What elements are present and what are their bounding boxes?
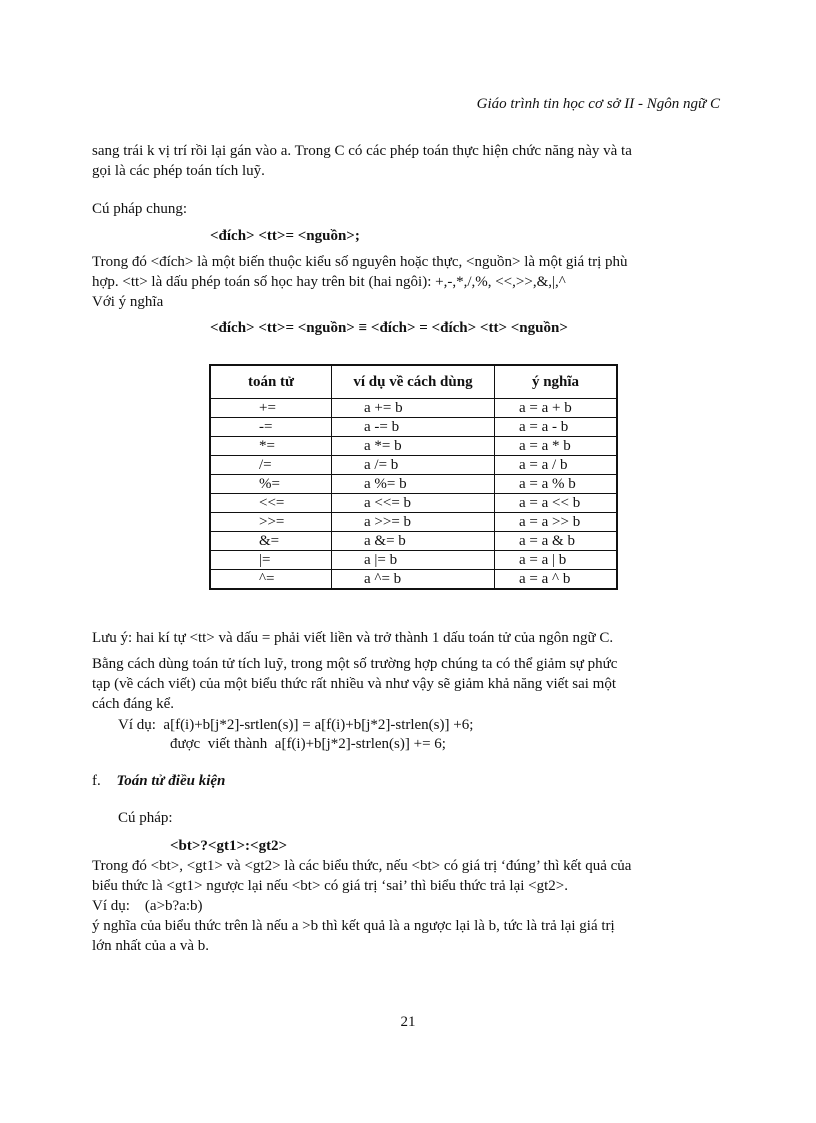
conditional-line-1: Trong đó <bt>, <gt1> và <gt2> là các biểu thức, nếu <bt> có giá trị ‘đúng’ thì kết quả của: [92, 858, 632, 874]
section-marker: f.: [92, 773, 101, 789]
meaning-cell: a = a - b: [495, 418, 618, 437]
example-cell: a <<= b: [332, 494, 495, 513]
equivalence-formula: <đích> <tt>= <nguồn> ≡ <đích> = <đích> <tt> <nguồn>: [210, 320, 568, 336]
table-row: [210, 437, 617, 456]
intro-line-1: sang trái k vị trí rồi lại gán vào a. Trong C có các phép toán thực hiện chức năng này và ta: [92, 143, 632, 159]
meaning-cell: a = a % b: [495, 475, 618, 494]
table-row: [210, 456, 617, 475]
table-row: [210, 494, 617, 513]
operator-cell: -=: [210, 418, 332, 437]
column-header-example: ví dụ về cách dùng: [332, 365, 495, 399]
example-cell: a *= b: [332, 437, 495, 456]
table-header-row: [210, 365, 617, 399]
meaning-cell: a = a << b: [495, 494, 618, 513]
benefit-line-2: tạp (về cách viết) của một biểu thức rất nhiều và như vậy sẽ giảm khả năng viết sai một: [92, 676, 617, 692]
table-row: [210, 551, 617, 570]
meaning-cell: a = a & b: [495, 532, 618, 551]
meaning-line-2: lớn nhất của a và b.: [92, 938, 210, 954]
meaning-cell: a = a >> b: [495, 513, 618, 532]
explanation-paragraph: [92, 252, 724, 312]
operator-cell: |=: [210, 551, 332, 570]
operator-cell: <<=: [210, 494, 332, 513]
benefit-line-1: Bằng cách dùng toán tử tích luỹ, trong một số trường hợp chúng ta có thể giảm sự phức: [92, 656, 618, 672]
column-header-meaning: ý nghĩa: [495, 365, 618, 399]
example-cell: a ^= b: [332, 570, 495, 590]
example-cell: a |= b: [332, 551, 495, 570]
conditional-paragraph: [92, 856, 724, 956]
page-number: 21: [400, 1014, 416, 1030]
table-row: [210, 418, 617, 437]
example-cell: a += b: [332, 399, 495, 418]
meaning-cell: a = a ^ b: [495, 570, 618, 590]
meaning-cell: a = a / b: [495, 456, 618, 475]
syntax-general-formula: <đích> <tt>= <nguồn>;: [210, 228, 360, 244]
example-cell: a &= b: [332, 532, 495, 551]
conditional-example: Ví dụ: (a>b?a:b): [92, 898, 203, 914]
operator-table: [209, 364, 618, 590]
table-row: [210, 399, 617, 418]
explanation-line-3: Với ý nghĩa: [92, 294, 164, 310]
column-header-operator: toán tử: [210, 365, 332, 399]
example-line-2: được viết thành a[f(i)+b[j*2]-strlen(s)] += 6;: [170, 736, 446, 752]
conditional-line-2: biểu thức là <gt1> ngược lại nếu <bt> có giá trị ‘sai’ thì biểu thức trả lại <gt2>.: [92, 878, 569, 894]
table-row: [210, 570, 617, 590]
table-row: [210, 532, 617, 551]
example-cell: a %= b: [332, 475, 495, 494]
explanation-line-1: Trong đó <đích> là một biến thuộc kiểu số nguyên hoặc thực, <nguồn> là một giá trị phù: [92, 254, 628, 270]
operator-cell: >>=: [210, 513, 332, 532]
operator-cell: ^=: [259, 571, 275, 587]
syntax-general-label: Cú pháp chung:: [92, 201, 187, 217]
explanation-line-2: hợp. <tt> là dấu phép toán số học hay trên bit (hai ngôi): +,-,*,/,%, <<,>>,&,|,^: [92, 274, 566, 290]
benefit-line-3: cách đáng kể.: [92, 696, 175, 712]
meaning-line-1: ý nghĩa của biểu thức trên là nếu a >b thì kết quả là a ngược lại là b, tức là trả lại giá trị: [92, 918, 615, 934]
example-cell: a -= b: [332, 418, 495, 437]
table-row: [210, 475, 617, 494]
benefit-paragraph: [92, 654, 724, 714]
operator-cell: +=: [210, 399, 332, 418]
syntax-label: Cú pháp:: [118, 810, 173, 826]
intro-line-2: gọi là các phép toán tích luỹ.: [92, 163, 265, 179]
meaning-cell: a = a * b: [495, 437, 618, 456]
operator-cell: *=: [210, 437, 332, 456]
note-paragraph: Lưu ý: hai kí tự <tt> và dấu = phải viết liền và trở thành 1 dấu toán tử của ngôn ngữ C.: [92, 630, 614, 646]
operator-cell: %=: [210, 475, 332, 494]
example-cell: a >>= b: [332, 513, 495, 532]
section-title: Toán tử điều kiện: [116, 773, 226, 789]
section-f-heading: [92, 771, 225, 791]
intro-paragraph: [92, 141, 724, 181]
meaning-cell: a = a + b: [495, 399, 618, 418]
conditional-syntax: <bt>?<gt1>:<gt2>: [170, 838, 288, 854]
table-row: [210, 513, 617, 532]
example-cell: a /= b: [332, 456, 495, 475]
operator-cell: /=: [210, 456, 332, 475]
operator-cell: &=: [210, 532, 332, 551]
meaning-cell: a = a | b: [495, 551, 618, 570]
running-header: Giáo trình tin học cơ sở II - Ngôn ngữ C: [476, 96, 720, 112]
example-line-1: Ví dụ: a[f(i)+b[j*2]-srtlen(s)] = a[f(i)+b[j*2]-strlen(s)] +6;: [118, 717, 474, 733]
